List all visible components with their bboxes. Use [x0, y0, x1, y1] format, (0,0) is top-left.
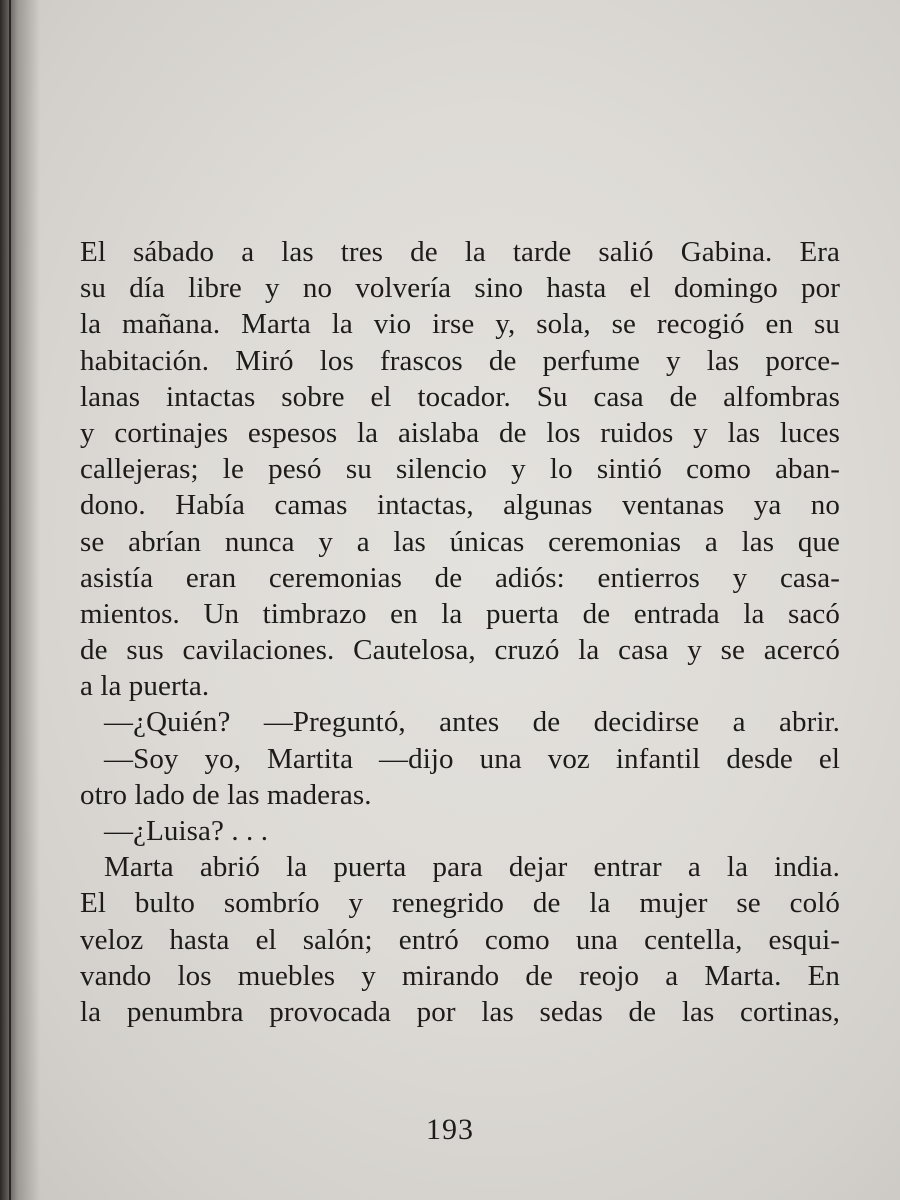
body-text — [80, 234, 840, 1030]
text-line: otro lado de las maderas. — [80, 778, 372, 811]
dialogue-line: —¿Quién? —Preguntó, antes de decidirse a abrir. — [104, 706, 840, 739]
text-line: vando los muebles y mirando de reojo a Marta. En — [80, 959, 840, 992]
text-line: asistía eran ceremonias de adiós: entierros y casa- — [80, 561, 840, 594]
text-line: habitación. Miró los frascos de perfume y las porce- — [80, 344, 840, 377]
dialogue-line: —¿Luisa? . . . — [104, 815, 269, 847]
text-line: la penumbra provocada por las sedas de las cortinas, — [80, 995, 840, 1028]
text-line: y cortinajes espesos la aislaba de los ruidos y las luces — [80, 416, 840, 449]
text-line: de sus cavilaciones. Cautelosa, cruzó la casa y se acercó — [80, 634, 840, 667]
text-line: El bulto sombrío y renegrido de la mujer se coló — [80, 887, 840, 920]
text-line: a la puerta. — [80, 670, 210, 703]
text-line: callejeras; le pesó su silencio y lo sintió como aban- — [80, 453, 840, 486]
text-line: El sábado a las tres de la tarde salió Gabina. Era — [80, 236, 840, 268]
book-gutter-shadow — [0, 0, 40, 1200]
text-line: veloz hasta el salón; entró como una centella, esqui- — [80, 923, 840, 956]
paragraph-start-line: Marta abrió la puerta para dejar entrar a la india. — [104, 851, 840, 884]
text-line: mientos. Un timbrazo en la puerta de entrada la sacó — [80, 597, 840, 630]
text-line: su día libre y no volvería sino hasta el domingo por — [80, 272, 840, 305]
dialogue-line: —Soy yo, Martita —dijo una voz infantil desde el — [104, 742, 840, 775]
text-line: la mañana. Marta la vio irse y, sola, se recogió en su — [80, 308, 840, 341]
text-line: lanas intactas sobre el tocador. Su casa de alfombras — [80, 380, 840, 413]
book-spine-edge — [9, 0, 11, 1200]
page-number: 193 — [426, 1113, 474, 1146]
text-line: dono. Había camas intactas, algunas ventanas ya no — [80, 489, 840, 522]
text-line: se abrían nunca y a las únicas ceremonias a las que — [80, 525, 840, 558]
